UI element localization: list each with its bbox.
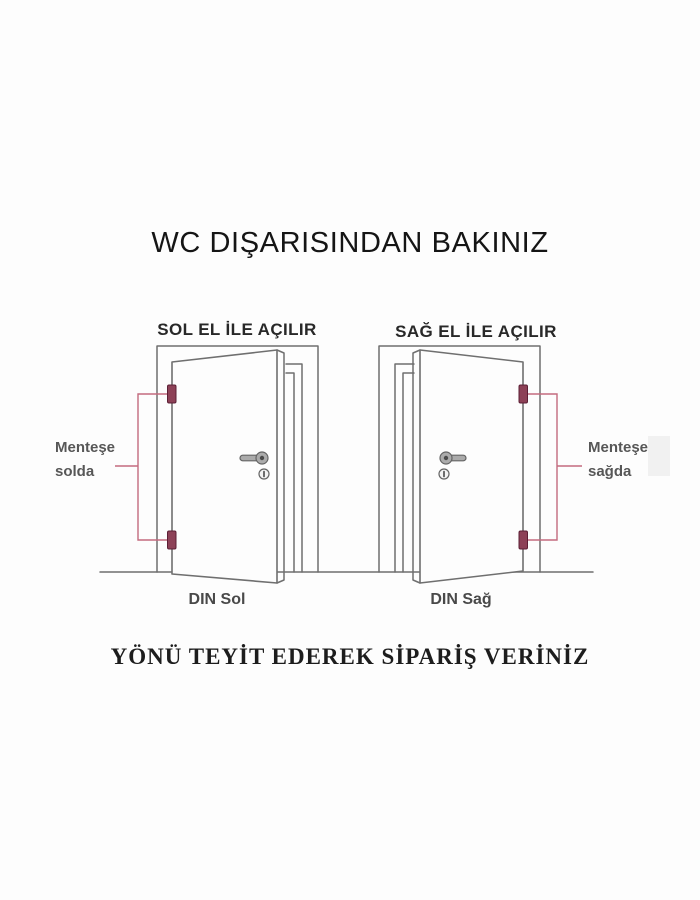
scan-artifact [648,436,670,476]
right-top-hinge-icon [519,385,528,403]
footer-note: YÖNÜ TEYİT EDEREK SİPARİŞ VERİNİZ [110,644,590,669]
right-hinge-bracket [527,394,557,540]
left-door-assembly [115,346,318,583]
right-bottom-hinge-icon [519,531,528,549]
left-hinge-label [55,436,115,484]
left-din-label: DIN Sol [188,591,246,608]
right-din-label: DIN Sağ [430,591,492,608]
left-keyhole-icon [259,469,269,479]
right-hinge-label [588,436,648,484]
right-door-header: SAĞ EL İLE AÇILIR [395,322,557,341]
right-door-panel [420,350,523,583]
left-door-header: SOL EL İLE AÇILIR [157,320,317,339]
right-door-edge-thickness [413,350,420,583]
left-door-panel [172,350,277,583]
left-door-jamb-inner [286,373,294,572]
left-hinge-bracket [138,394,168,540]
left-hinge-label-line2: solda [55,463,95,480]
left-door-edge-thickness [277,350,284,583]
left-top-hinge-icon [168,385,177,403]
left-hinge-label-line1: Menteşe [55,439,116,456]
page-title: WC DIŞARISINDAN BAKINIZ [151,227,549,259]
right-hinge-label-line2: sağda [588,463,632,480]
right-door-assembly [379,346,582,583]
right-keyhole-icon [439,469,449,479]
left-bottom-hinge-icon [168,531,177,549]
right-hinge-label-line1: Menteşe [588,439,649,456]
right-door-jamb-outer [395,364,414,572]
